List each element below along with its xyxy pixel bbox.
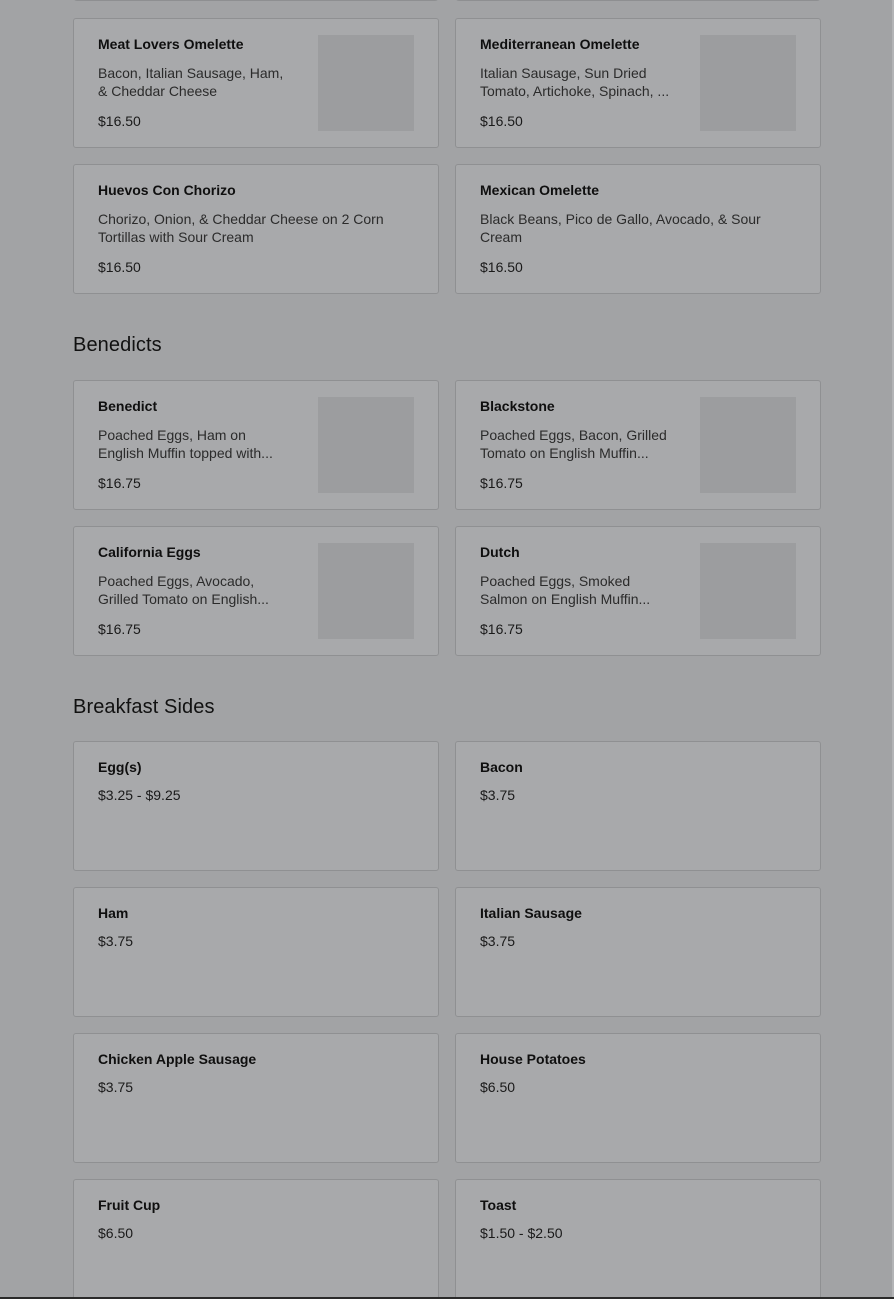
item-price: $16.50 [98,113,141,129]
item-image-placeholder [700,35,796,131]
previous-item-card-edge[interactable] [455,0,821,1]
item-price: $1.50 - $2.50 [480,1225,563,1241]
item-price: $3.75 [98,1079,134,1095]
item-price: $3.75 [480,933,516,949]
item-description: Poached Eggs, Smoked Salmon on English Muffin... [480,573,651,607]
menu-item-card[interactable] [455,1033,821,1163]
menu-item-card[interactable] [455,18,821,148]
menu-item-card[interactable] [73,164,439,294]
item-price: $3.25 - $9.25 [98,787,181,803]
item-name: House Potatoes [480,1051,586,1067]
item-name: Mediterranean Omelette [480,36,640,52]
item-price: $3.75 [480,787,516,803]
menu-item-card[interactable] [455,380,821,510]
menu-item-card[interactable] [455,1179,821,1297]
menu-item-card[interactable] [73,526,439,656]
item-name: Dutch [480,544,520,560]
item-name: Mexican Omelette [480,182,600,198]
item-price: $16.75 [480,475,523,491]
item-price: $16.50 [98,259,141,275]
item-image-placeholder [318,543,414,639]
item-image-placeholder [700,543,796,639]
item-name: Ham [98,905,129,921]
menu-item-card[interactable] [73,1033,439,1163]
menu-item-card[interactable] [73,380,439,510]
item-price: $16.75 [480,621,523,637]
item-image-placeholder [318,35,414,131]
item-name: Egg(s) [98,759,142,775]
item-price: $16.50 [480,259,523,275]
menu-item-card[interactable] [455,526,821,656]
item-description: Chorizo, Onion, & Cheddar Cheese on 2 Corn Tortillas with Sour Cream [98,211,384,245]
item-name: Toast [480,1197,517,1213]
menu-item-card[interactable] [455,741,821,871]
item-name: Blackstone [480,398,555,414]
item-price: $16.75 [98,475,141,491]
item-description: Italian Sausage, Sun Dried Tomato, Artichoke, Spinach, ... [480,65,670,99]
item-name: California Eggs [98,544,201,560]
section-heading-breakfast-sides: Breakfast Sides [73,696,215,718]
item-image-placeholder [700,397,796,493]
menu-item-card[interactable] [73,741,439,871]
menu-item-card[interactable] [73,1179,439,1297]
item-price: $16.75 [98,621,141,637]
item-price: $6.50 [98,1225,134,1241]
menu-item-card[interactable] [73,887,439,1017]
item-description: Poached Eggs, Avocado, Grilled Tomato on English... [98,573,269,607]
item-name: Bacon [480,759,523,775]
previous-item-card-edge[interactable] [73,0,439,1]
item-price: $3.75 [98,933,134,949]
item-name: Italian Sausage [480,905,582,921]
item-name: Chicken Apple Sausage [98,1051,257,1067]
item-name: Benedict [98,398,158,414]
item-price: $16.50 [480,113,523,129]
item-description: Poached Eggs, Ham on English Muffin topped with... [98,427,273,461]
item-name: Huevos Con Chorizo [98,182,236,198]
item-price: $6.50 [480,1079,516,1095]
item-description: Poached Eggs, Bacon, Grilled Tomato on English Muffin... [480,427,667,461]
item-image-placeholder [318,397,414,493]
item-description: Bacon, Italian Sausage, Ham, & Cheddar Cheese [98,65,284,99]
item-description: Black Beans, Pico de Gallo, Avocado, & Sour Cream [480,211,761,245]
item-name: Meat Lovers Omelette [98,36,244,52]
section-heading-benedicts: Benedicts [73,334,162,356]
menu-item-card[interactable] [455,887,821,1017]
item-name: Fruit Cup [98,1197,161,1213]
menu-item-card[interactable] [455,164,821,294]
menu-item-card[interactable] [73,18,439,148]
